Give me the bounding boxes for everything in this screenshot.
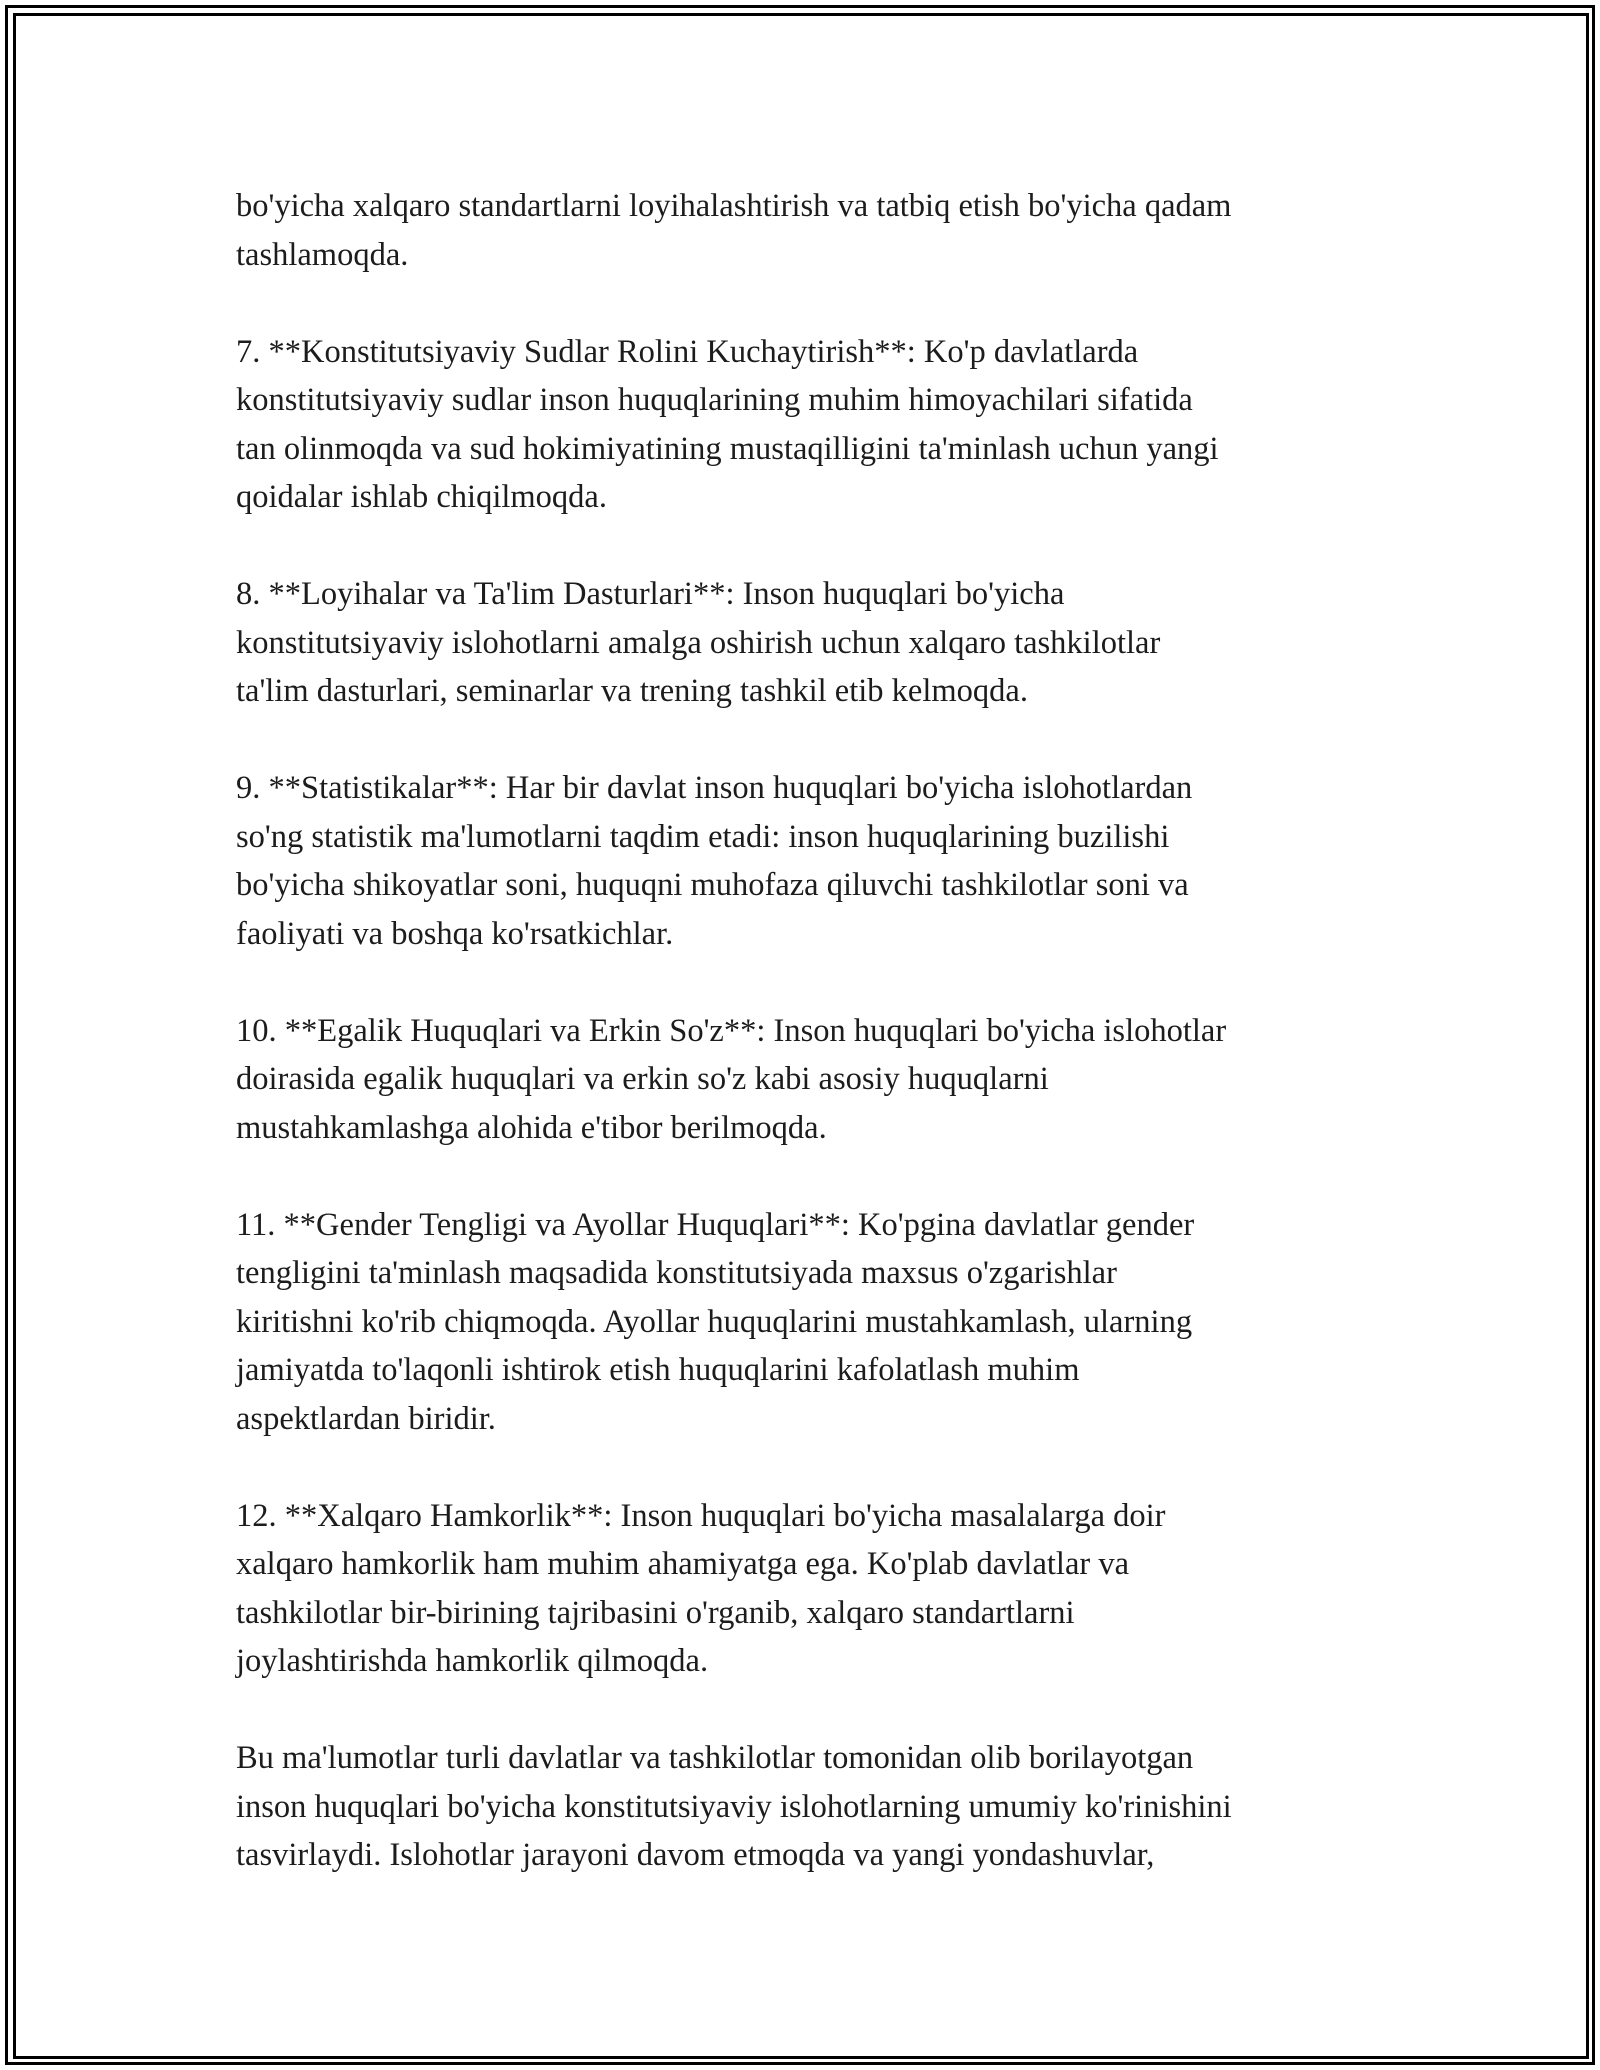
document-body bbox=[236, 182, 1396, 1880]
paragraph-item-12: 12. **Xalqaro Hamkorlik**: Inson huquqlari bo'yicha masalalarga doir xalqaro hamkorlik ham muhim ahamiyatga ega. Ko'plab davlatlar va tashkilotlar bir-birining tajribasini o'rganib, xalqaro standartlarni joylashtirishda hamkorlik qilmoqda. bbox=[236, 1497, 1166, 1679]
paragraph-item-7: 7. **Konstitutsiyaviy Sudlar Rolini Kuchaytirish**: Ko'p davlatlarda konstitutsiyaviy sudlar inson huquqlarining muhim himoyachilari sifatida tan olinmoqda va sud hokimiyatining mustaqilligini ta'minlash uchun yangi qoidalar ishlab chiqilmoqda. bbox=[236, 333, 1219, 515]
paragraph-item-9: 9. **Statistikalar**: Har bir davlat inson huquqlari bo'yicha islohotlardan so'ng statistik ma'lumotlarni taqdim etadi: inson huquqlarining buzilishi bo'yicha shikoyatlar soni, huquqni muhofaza qiluvchi tashkilotlar soni va faoliyati va boshqa ko'rsatkichlar. bbox=[236, 770, 1193, 952]
paragraph-item-11: 11. **Gender Tengligi va Ayollar Huquqlari**: Ko'pgina davlatlar gender tengligini ta'minlash maqsadida konstitutsiyada maxsus o'zgarishlar kiritishni ko'rib chiqmoqda. Ayollar huquqlarini mustahkamlash, ularning jamiyatda to'laqonli ishtirok etish huquqlarini kafolatlash muhim aspektlardan biridir. bbox=[236, 1206, 1195, 1437]
paragraph-continuation: bo'yicha xalqaro standartlarni loyihalashtirish va tatbiq etish bo'yicha qadam tashlamoqda. bbox=[236, 188, 1232, 273]
paragraph-conclusion: Bu ma'lumotlar turli davlatlar va tashkilotlar tomonidan olib borilayotgan inson huquqlari bo'yicha konstitutsiyaviy islohotlarning umumiy ko'rinishini tasvirlaydi. Islohotlar jarayoni davom etmoqda va yangi yondashuvlar, bbox=[236, 1740, 1232, 1873]
paragraph-item-8: 8. **Loyihalar va Ta'lim Dasturlari**: Inson huquqlari bo'yicha konstitutsiyaviy islohotlarni amalga oshirish uchun xalqaro tashkilotlar ta'lim dasturlari, seminarlar va trening tashkil etib kelmoqda. bbox=[236, 576, 1161, 709]
paragraph-item-10: 10. **Egalik Huquqlari va Erkin So'z**: Inson huquqlari bo'yicha islohotlar doirasida egalik huquqlari va erkin so'z kabi asosiy huquqlarni mustahkamlashga alohida e'tibor berilmoqda. bbox=[236, 1012, 1227, 1146]
